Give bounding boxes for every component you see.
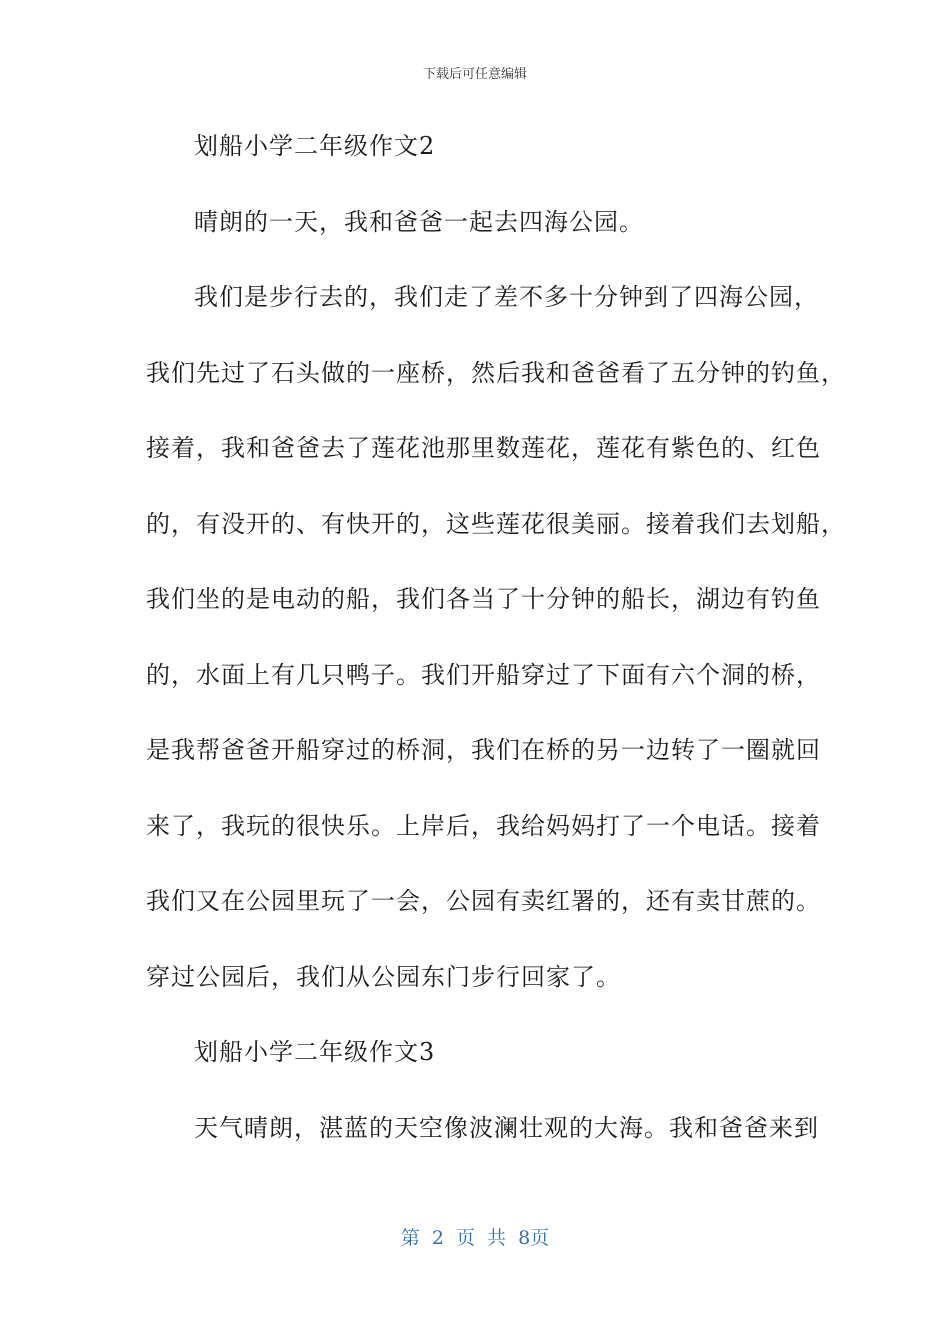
paragraph-line: 晴朗的一天，我和爸爸一起去四海公园。 [194, 207, 644, 236]
essay-title-3: 划船小学二年级作文3 [194, 1038, 436, 1066]
paragraph-line: 我们坐的是电动的船，我们各当了十分钟的船长，湖边有钓鱼 [146, 585, 821, 613]
paragraph-line: 是我帮爸爸开船穿过的桥洞，我们在桥的另一边转了一圈就回 [146, 736, 821, 764]
page-number: 第 2 页 共 8页 [400, 1227, 550, 1249]
page-header-note: 下载后可任意编辑 [422, 67, 527, 82]
paragraph-line: 的，有没开的、有快开的，这些莲花很美丽。接着我们去划船， [146, 509, 846, 538]
paragraph-line: 我们先过了石头做的一座桥，然后我和爸爸看了五分钟的钓鱼， [146, 358, 846, 387]
paragraph-line: 我们又在公园里玩了一会，公园有卖红署的，还有卖甘蔗的。 [146, 887, 821, 915]
paragraph-line: 穿过公园后，我们从公园东门步行回家了。 [146, 962, 621, 991]
paragraph-line: 的，水面上有几只鸭子。我们开船穿过了下面有六个洞的桥， [146, 660, 821, 689]
paragraph-line: 来了，我玩的很快乐。上岸后，我给妈妈打了一个电话。接着 [146, 811, 821, 840]
paragraph-line: 接着，我和爸爸去了莲花池那里数莲花，莲花有紫色的、红色 [146, 434, 821, 462]
essay-body [146, 126, 846, 1183]
essay-title-2: 划船小学二年级作文2 [194, 132, 436, 160]
paragraph-line: 天气晴朗，湛蓝的天空像波澜壮观的大海。我和爸爸来到 [194, 1113, 819, 1142]
paragraph-line: 我们是步行去的，我们走了差不多十分钟到了四海公园， [194, 283, 819, 311]
